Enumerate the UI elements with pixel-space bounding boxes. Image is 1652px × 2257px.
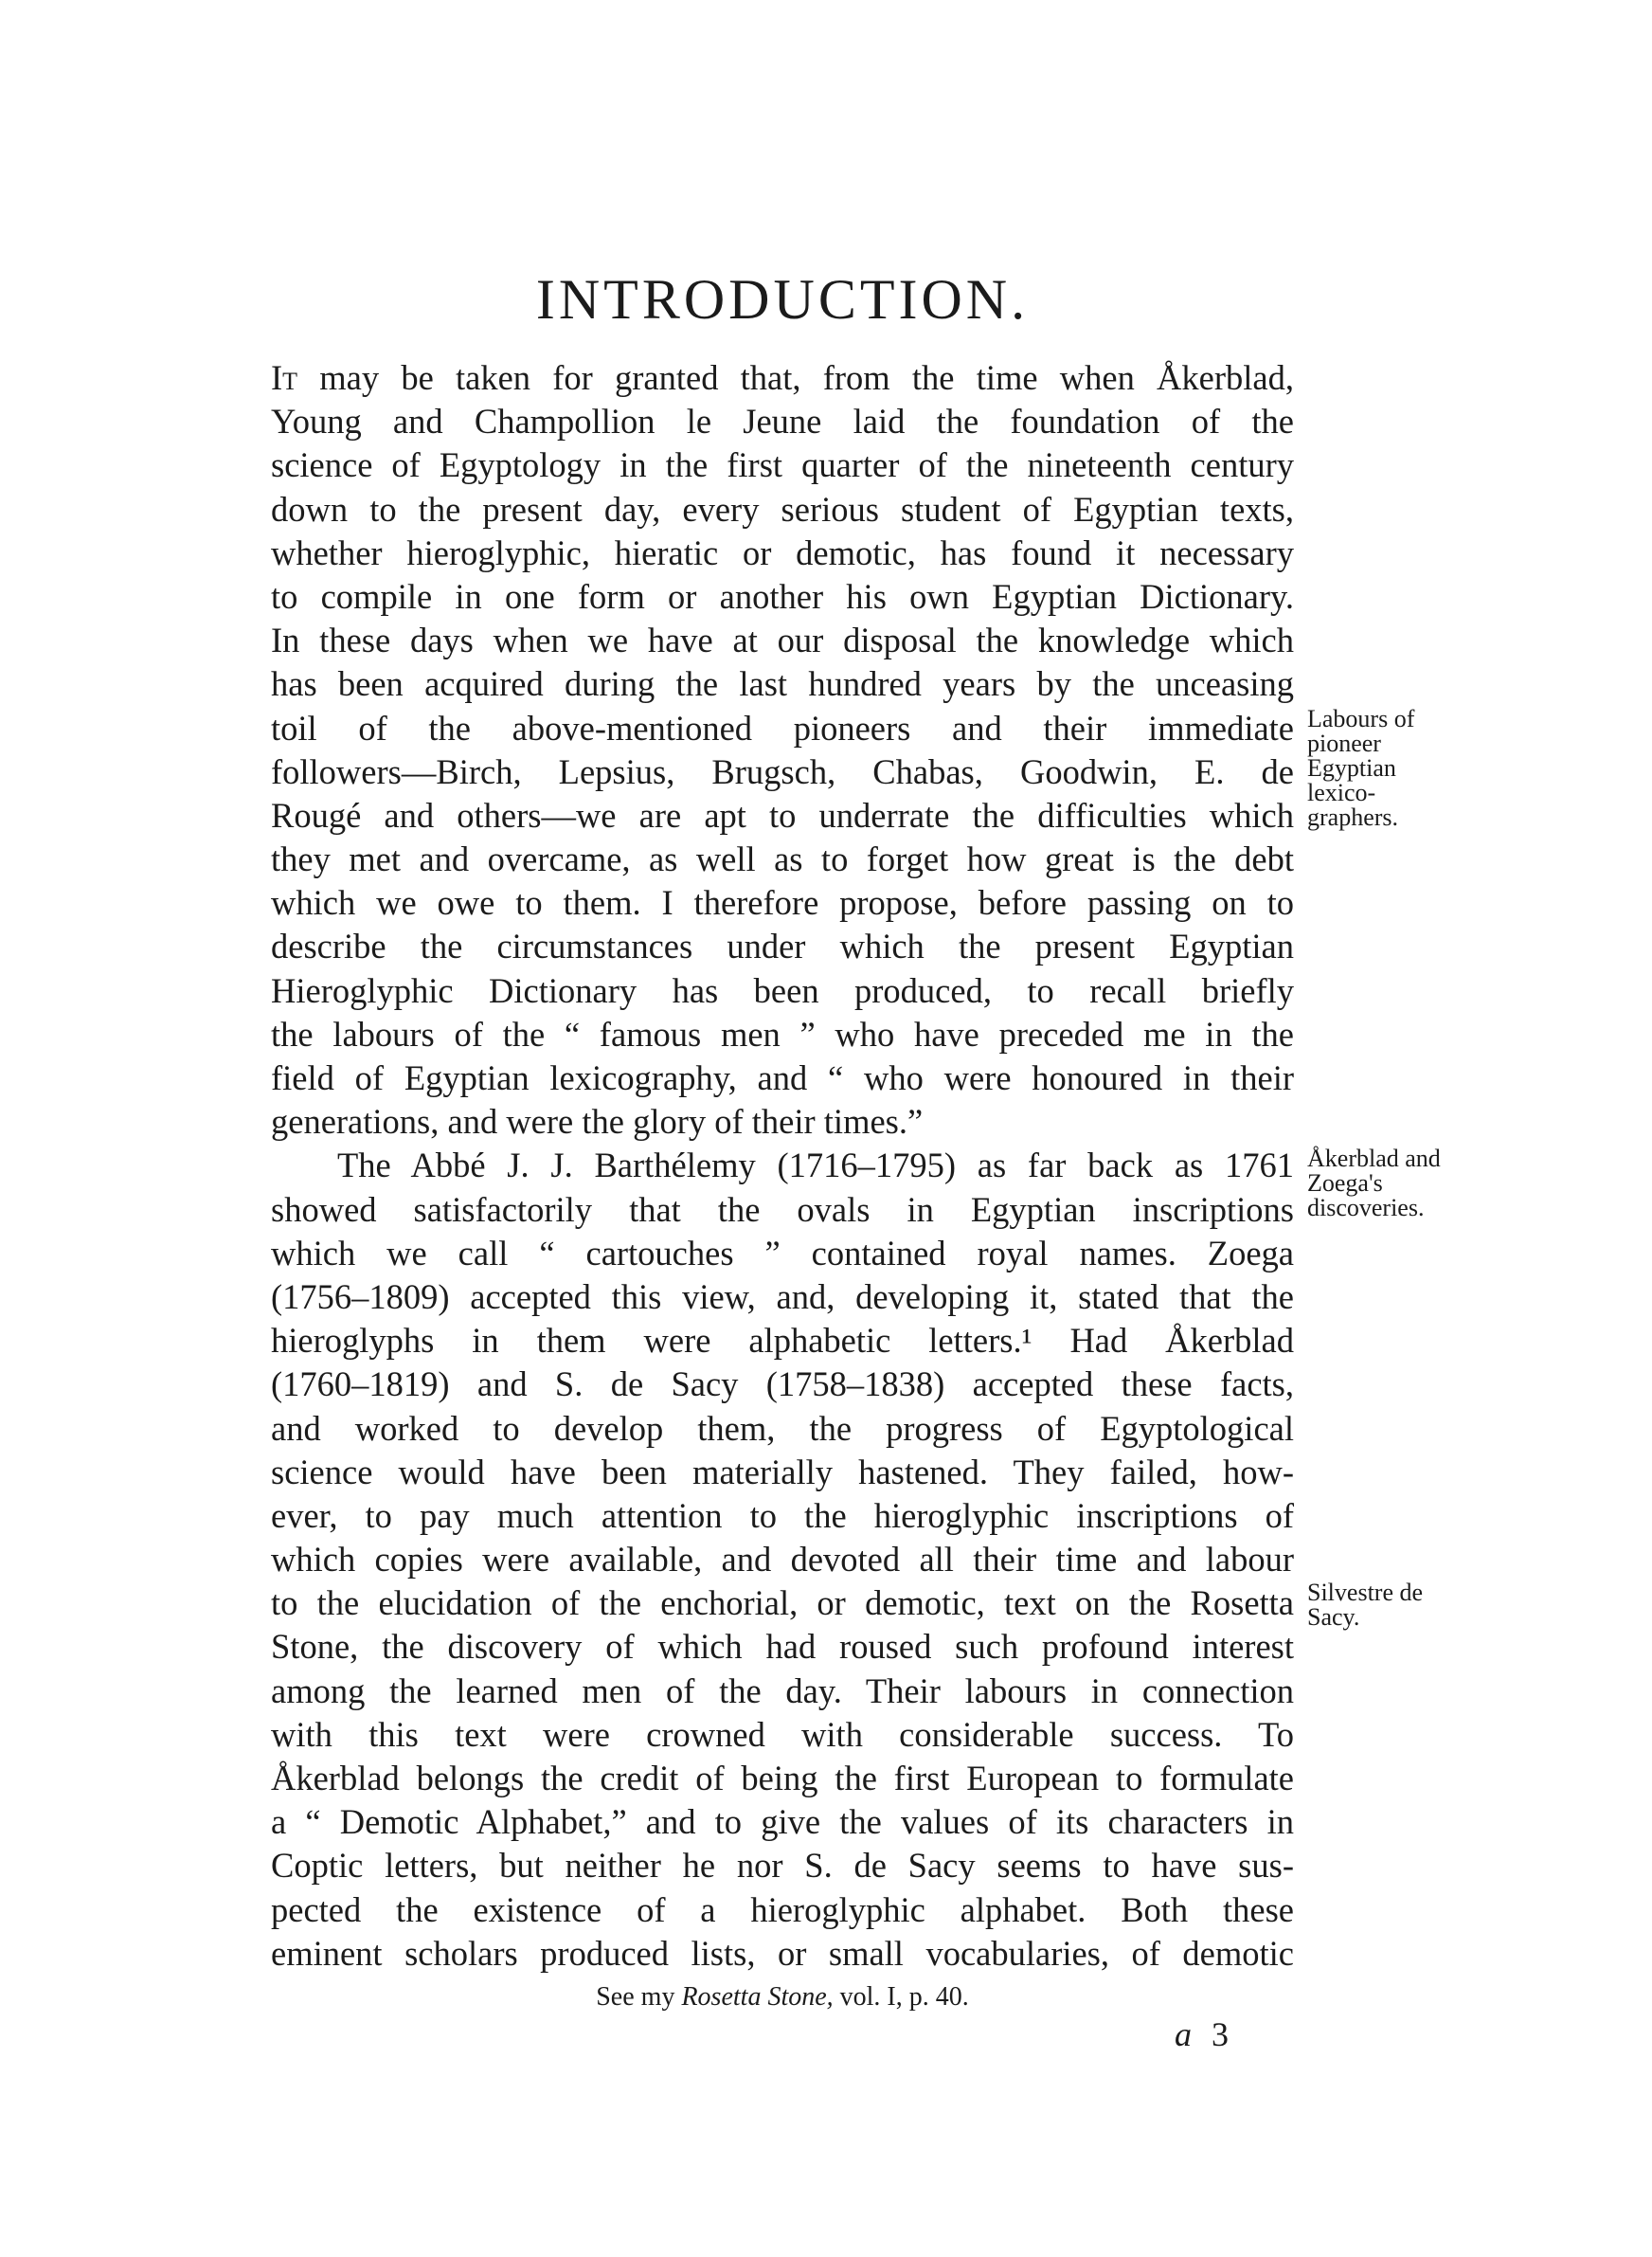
text-line: the labours of the “ famous men ” who have preceded me in the [271,1014,1294,1054]
sidenote-sacy: Silvestre de Sacy. [1307,1579,1424,1631]
text-line: It may be taken for granted that, from the time when Åkerblad, [271,358,1294,397]
text-line: showed satisfactorily that the ovals in Egyptian inscriptions [271,1189,1294,1229]
text-line: describe the circumstances under which the present Egyptian [271,927,1294,966]
signature-mark: a 3 [1175,2015,1234,2053]
sidenote-labours: Labours of pioneer Egyptian lexico- graphers. [1307,705,1415,831]
text-line: among the learned men of the day. Their labours in connection [271,1670,1294,1710]
text-line: with this text were crowned with considerable success. To [271,1714,1294,1754]
text-line: (1760–1819) and S. de Sacy (1758–1838) accepted these facts, [271,1364,1294,1404]
text-line: pected the existence of a hieroglyphic alphabet. Both these [271,1889,1294,1929]
text-line: which copies were available, and devoted all their time and labour [271,1540,1294,1580]
text-line: toil of the above-mentioned pioneers and their immediate [271,708,1294,748]
text-line: Coptic letters, but neither he nor S. de Sacy seems to have sus- [271,1846,1294,1886]
text-line: Rougé and others—we are apt to underrate the difficulties which [271,795,1294,835]
text-line: In these days when we have at our disposal the knowledge which [271,621,1294,660]
text-line: (1756–1809) accepted this view, and, developing it, stated that the [271,1276,1294,1316]
text-line: science of Egyptology in the first quarter of the nineteenth century [271,445,1294,485]
text-line: and worked to develop them, the progress of Egyptological [271,1408,1294,1448]
text-line: The Abbé J. J. Barthélemy (1716–1795) as far back as 1761 [337,1146,1294,1185]
text-line: they met and overcame, as well as to forget how great is the debt [271,840,1294,879]
text-line: which we owe to them. I therefore propose, before passing on to [271,883,1294,923]
text-line: Stone, the discovery of which had roused such profound interest [271,1627,1294,1667]
text-line: down to the present day, every serious student of Egyptian texts, [271,489,1294,529]
text-line: Hieroglyphic Dictionary has been produced, to recall briefly [271,970,1294,1010]
text-line: ever, to pay much attention to the hieroglyphic inscriptions of [271,1495,1294,1535]
body-text [271,356,1294,1976]
text-line: generations, and were the glory of their times.” [271,1102,924,1142]
text-line: field of Egyptian lexicography, and “ who were honoured in their [271,1058,1294,1097]
text-line: Åkerblad belongs the credit of being the first European to formulate [271,1759,1294,1797]
text-line: eminent scholars produced lists, or small vocabularies, of demotic [271,1933,1294,1973]
drop-word: It [271,358,298,397]
sidenote-akerblad-zoega: Åkerblad and Zoega's discoveries. [1307,1145,1441,1221]
footnote: See my Rosetta Stone, vol. I, p. 40. [596,1982,969,2012]
text-line: whether hieroglyphic, hieratic or demotic, has found it necessary [271,533,1294,572]
text-line: followers—Birch, Lepsius, Brugsch, Chabas, Goodwin, E. de [271,751,1294,791]
text-line: science would have been materially hastened. They failed, how- [271,1452,1294,1491]
text-line: to the elucidation of the enchorial, or demotic, text on the Rosetta [271,1583,1294,1623]
text-line: hieroglyphs in them were alphabetic letters.¹ Had Åkerblad [271,1321,1294,1361]
text-line: a “ Demotic Alphabet,” and to give the values of its characters in [271,1802,1294,1842]
page-title: INTRODUCTION. [535,268,1030,331]
text-line: to compile in one form or another his own Egyptian Dictionary. [271,576,1294,616]
text-line: has been acquired during the last hundred years by the unceasing [271,664,1294,704]
text-line: which we call “ cartouches ” contained royal names. Zoega [271,1233,1294,1273]
text-line: Young and Champollion le Jeune laid the foundation of the [271,402,1294,442]
